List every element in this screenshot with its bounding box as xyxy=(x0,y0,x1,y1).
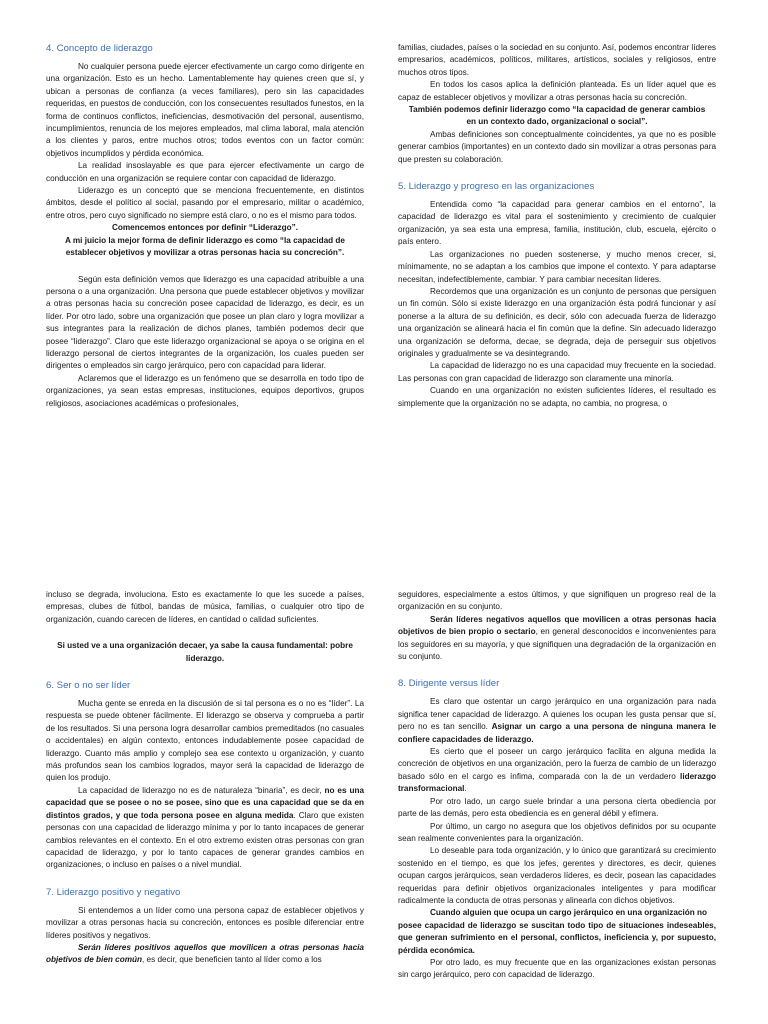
centered-bold-definition: A mi juicio la mejor forma de definir liderazgo es como “la capacidad de establecer objetivos y movilizar a otras personas hacia su concreción”. xyxy=(65,235,345,258)
column-right xyxy=(398,589,716,982)
section-heading-6: 6. Ser o no ser líder xyxy=(46,680,131,692)
text-run: . Claro que existen personas con una capacidad de liderazgo mínima y por lo tanto incapaces de generar cambios relevantes en el contexto. En el otro extremo existen otras personas con gran capacidad de liderazgo, y por lo tanto capaces de generar grandes cambios en organizaciones, o incluso en países o a nivel mundial. xyxy=(46,810,364,870)
paragraph xyxy=(398,746,716,796)
paragraph: Ambas definiciones son conceptualmente coincidentes, ya que no es posible generar cambios (importantes) en un contexto dado sin movilizar a otras personas para que presten su colaboración. xyxy=(398,129,716,164)
column-left xyxy=(46,42,364,410)
text-run: Es cierto que el poseer un cargo jerárquico facilita en alguna medida la concreción de objetivos en una organización, pero la fuerza de cambio de un liderazgo basado sólo en el cargo es ínfima, comparada con la de un verdadero xyxy=(398,747,716,781)
paragraph: familias, ciudades, países o la sociedad en su conjunto. Así, podemos encontrar líderes empresarios, académicos, políticos, militares, artísticos, sociales y religiosos, entre muchos otros tipos. xyxy=(398,43,716,77)
centered-bold-text: Si usted ve a una organización decaer, ya sabe la causa fundamental: pobre liderazgo. xyxy=(57,641,353,663)
bold-text-run: Serán líderes negativos aquellos que movilicen a otras personas hacia objetivos de bien propio o sectario xyxy=(398,614,716,637)
paragraph: Según esta definición vemos que liderazgo es una capacidad atribuible a una persona o a una organización. Una persona que puede establecer objetivos y movilizar a otras personas hacia su concreción posee capacidad de liderazgo, es decir, es un líder. Por otro lado, sobre una organización que posee un plan claro y logra movilizar a sus integrantes para la realización de dichos planes, también podemos decir que posee “liderazgo”. Claro que este liderazgo organizacional se apoya o se origina en el liderazgo personal de ciertos integrantes de la organización, los cuales pueden ser dirigentes o empleados sin cargo jerárquico, pero con capacidad para liderar. xyxy=(46,274,364,371)
bold-paragraph: posee capacidad de liderazgo se suscitan todo tipo de situaciones indeseables, que generan sufrimiento en el personal, conflictos, ineficiencia y, por supuesto, pérdida económica. xyxy=(398,920,716,955)
paragraph: Aclaremos que el liderazgo es un fenómeno que se desarrolla en todo tipo de organizaciones, ya sean estas empresas, instituciones, equipos deportivos, grupos religiosos, asociaciones académicas o profesionales, xyxy=(46,373,364,408)
paragraph: Si entendemos a un líder como una persona capaz de establecer objetivos y movilizar a otras personas hacia su concreción, entonces es posible diferenciar entre líderes positivos y negativos. xyxy=(46,905,364,940)
paragraph: Por otro lado, un cargo suele brindar a una persona cierta obediencia por parte de las demás, pero esta obediencia es en general débil y efímera. xyxy=(398,796,716,819)
paragraph: Las organizaciones no pueden sostenerse, y mucho menos crecer, si, mínimamente, no se adaptan a los cambios que impone el contexto. Y para adaptarse necesitan, indefectiblemente, cambiar. Y para cambiar necesitan líderes. xyxy=(398,249,716,284)
section-heading-7: 7. Liderazgo positivo y negativo xyxy=(46,886,181,898)
bold-text-run: no es una capacidad que se posee o no se posee, sino que es una capacidad que se da en distintos grados, y que toda persona posee en alguna medida xyxy=(46,785,365,820)
paragraph: incluso se degrada, involuciona. Esto es exactamente lo que les sucede a países, empresas, clubes de fútbol, bandas de música, familias, o cualquier otro tipo de organización, cuando carecen de líderes, en cantidad o calidad suficientes. xyxy=(46,590,364,624)
text-run: Es claro que ostentar un cargo jerárquico en una organización para nada significa tener capacidad de liderazgo. A quienes los ocupan les gusta pensar que sí, pero no es tan sencillo. xyxy=(398,697,716,732)
centered-bold-definition: También podemos definir liderazgo como “la capacidad de generar cambios en un contexto dado, organizacional o social”. xyxy=(408,105,706,127)
paragraph xyxy=(46,785,364,872)
italic-text-run: Serán líderes positivos aquellos que movilicen a otras personas hacia objetivos de bien común xyxy=(46,942,364,965)
bold-paragraph: Cuando alguien que ocupa un cargo jerárquico en una organización no xyxy=(430,908,708,918)
column-left xyxy=(46,589,364,967)
paragraph: Entendida como “la capacidad para generar cambios en el entorno”, la capacidad de liderazgo es vital para el sostenimiento y crecimiento de cualquier organización, ya sea esta una empresa, familia, institución, club, escuela, ejército o país entero. xyxy=(398,200,716,247)
paragraph: No cualquier persona puede ejercer efectivamente un cargo como dirigente en una organización. Esto es un hecho. Lamentablemente hay quienes creen que sí, y ubican a personas de confianza (a veces familiares), pero sin las capacidades requeridas, en puestos de conducción, con los consecuentes resultados funestos, en la forma de continuos conflictos, ineficiencias, desmotivación del personal, ausentismo, incumplimientos, renuncia de los mejores empleados, mal clima laboral, mala atención a los clientes y paros, entre muchos otros; todos eventos con un factor común: objetivos incumplidos y pérdida económica. xyxy=(46,62,364,158)
centered-bold-text: Comencemos entonces por definir “Liderazgo”. xyxy=(111,223,299,233)
text-run: , es decir, que beneficien tanto al líder como a los xyxy=(142,955,322,965)
paragraph: En todos los casos aplica la definición planteada. Es un líder aquel que es capaz de establecer objetivos y movilizar a otras personas hacia su concreción. xyxy=(398,80,716,102)
text-run: La capacidad de liderazgo no es de naturaleza “binaria”, es decir, xyxy=(78,785,322,795)
paragraph xyxy=(398,614,716,664)
section-heading-4: 4. Concepto de liderazgo xyxy=(46,43,153,54)
paragraph: La realidad insoslayable es que para ejercer efectivamente un cargo de conducción en una organización se requiere contar con capacidad de liderazgo. xyxy=(46,161,364,183)
paragraph xyxy=(398,696,716,746)
paragraph: La capacidad de liderazgo no es una capacidad muy frecuente en la sociedad. Las personas con gran capacidad de liderazgo son claramente una minoría. xyxy=(398,361,716,383)
paragraph: Por otro lado, es muy frecuente que en las organizaciones existan personas sin cargo jerárquico, pero con capacidad de liderazgo. xyxy=(398,957,716,980)
paragraph: Cuando en una organización no existen suficientes líderes, el resultado es simplemente que la organización no se adapta, no cambia, no progresa, o xyxy=(398,386,716,408)
paragraph: seguidores, especialmente a estos últimos, y que signifiquen un progreso real de la organización en su conjunto. xyxy=(398,590,716,612)
paragraph: Lo deseable para toda organización, y lo único que garantizará su crecimiento sostenido en el tiempo, es que los jefes, gerentes y directores, es decir, quienes ocupan cargos jerárquicos, sean verdaderos líderes, es decir, posean las capacidades requeridas para definir objetivos organizacionales inteligentes y para modificar radicalmente la conducta de otras personas y alinearla con dichos objetivos. xyxy=(398,846,716,905)
bold-text-run: liderazgo transformacional xyxy=(398,771,716,794)
paragraph: Recordemos que una organización es un conjunto de personas que persiguen un fin común. Sólo si existe liderazgo en una organización ésta podrá funcionar y así ponerse a la altura de su definición, es decir, sólo con adecuada fuerza de liderazgo una organización se alineará hacia el fin común que la define. Sin adecuado liderazgo una organización se deforma, decae, se degrada, deja de perseguir sus objetivos originales y gradualmente se va desintegrando. xyxy=(398,286,716,358)
column-right xyxy=(398,42,716,410)
bold-text-run: Asignar un cargo a una persona de ninguna manera le confiere capacidades de liderazgo. xyxy=(398,722,716,744)
paragraph: Liderazgo es un concepto que se menciona frecuentemente, en distintos ámbitos, desde el político al social, pasando por el empresario, militar o académico, entre otros, pero cuyo significado no siempre está claro, o no es el mismo para todos. xyxy=(46,186,364,220)
paragraph: Mucha gente se enreda en la discusión de si tal persona es o no es “líder”. La respuesta se puede obtener fácilmente. El liderazgo se observa y comprueba a partir de los resultados. Si una persona logra desarrollar cambios premeditados (no casuales o accidentales) en algún contexto, entonces indudablemente posee capacidad de liderazgo. Cuanto más amplio y complejo sea ese contexto u organización, y cuanto más profundos sean los cambios logrados, mayor será la capacidad de liderazgo de quien los produjo. xyxy=(46,699,364,783)
text-run: , en general desconocidos e inconvenientes para los seguidores en su mayoría, y que signifiquen una degradación de la organización en su conjunto. xyxy=(398,627,716,662)
section-heading-8: 8. Dirigente versus líder xyxy=(398,678,500,690)
section-heading-5: 5. Liderazgo y progreso en las organizaciones xyxy=(398,181,595,193)
paragraph: Por último, un cargo no asegura que los objetivos definidos por su ocupante sean realmente convenientes para la organización. xyxy=(398,821,716,843)
text-run: . xyxy=(464,784,467,794)
page-lower xyxy=(0,576,768,1024)
paragraph xyxy=(46,942,364,967)
